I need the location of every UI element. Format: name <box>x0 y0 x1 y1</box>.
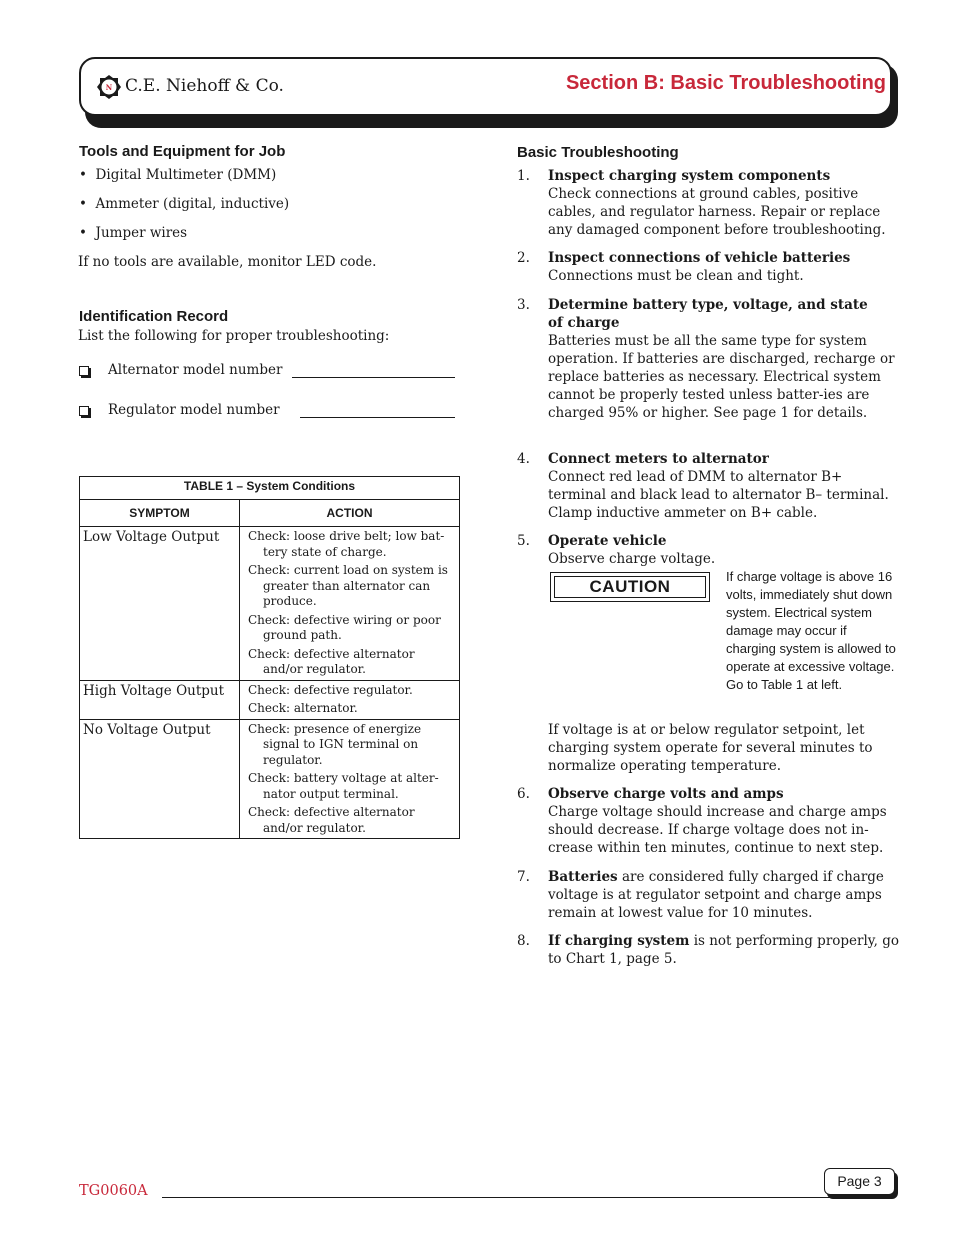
step-number: 3. <box>517 297 530 313</box>
step-5-followup <box>517 721 902 775</box>
caution-label: CAUTION <box>554 576 706 598</box>
action-cell <box>240 719 460 839</box>
alternator-model-field[interactable] <box>292 377 455 378</box>
table-row <box>80 719 460 839</box>
step-title: Connect meters to alternator <box>548 451 769 467</box>
step-title: Observe charge volts and amps <box>548 786 784 802</box>
section-title: Section B: Basic Troubleshooting <box>565 72 886 94</box>
action-item: Check: defective alternator and/or regulator. <box>248 646 415 676</box>
step-text: Batteries must be all the same type for system operation. If batteries are discharged, recharge or replace batteries as necessary. Electrical system cannot be properly tested unless batter-ies are charged 95% or higher. See page 1 for details. <box>548 333 895 421</box>
step-title: If charging system <box>548 933 690 949</box>
tools-heading: Tools and Equipment for Job <box>79 143 286 160</box>
step-text: Check connections at ground cables, positive cables, and regulator harness. Repair or replace any damaged component before troubleshooting. <box>548 186 886 238</box>
identification-heading: Identification Record <box>79 308 229 325</box>
step-text: Observe charge voltage. <box>548 551 716 567</box>
niehoff-logo-icon <box>96 74 122 100</box>
regulator-model-label: Regulator model number <box>108 402 280 418</box>
step-text: Connections must be clean and tight. <box>548 268 804 284</box>
symptom-cell: No Voltage Output <box>80 719 240 839</box>
alternator-checkbox[interactable] <box>79 366 89 376</box>
step-5 <box>517 532 902 568</box>
page-number: Page 3 <box>824 1168 895 1195</box>
table-caption: TABLE 1 – System Conditions <box>80 477 460 500</box>
action-item: Check: defective regulator. <box>248 682 413 697</box>
action-item: Check: alternator. <box>248 701 358 715</box>
tool-item: • Ammeter (digital, inductive) <box>79 196 290 212</box>
action-header: ACTION <box>240 500 460 527</box>
followup-text: If voltage is at or below regulator setpoint, let charging system operate for several minutes to normalize operating temperature. <box>548 722 873 774</box>
step-text: Charge voltage should increase and charge amps should decrease. If charge voltage does not in-crease within ten minutes, continue to next step. <box>548 804 887 856</box>
step-4 <box>517 450 902 522</box>
step-2 <box>517 249 902 285</box>
action-cell <box>240 527 460 681</box>
step-title: Inspect connections of vehicle batteries <box>548 250 851 266</box>
step-text: are considered fully charged if charge voltage is at regulator setpoint and charge amps remain at lowest value for 10 minutes. <box>548 869 884 921</box>
table-row <box>80 527 460 681</box>
step-3 <box>517 296 902 422</box>
step-number: 6. <box>517 786 530 802</box>
step-title: Operate vehicle <box>548 533 667 549</box>
svg-text:N: N <box>105 83 113 92</box>
action-item: Check: loose drive belt; low bat-tery state of charge. <box>248 529 445 559</box>
step-7 <box>517 868 902 922</box>
table-row <box>80 680 460 719</box>
step-6 <box>517 785 902 857</box>
caution-text: If charge voltage is above 16 volts, immediately shut down system. Electrical system damage may occur if charging system is allowed to operate at excessive voltage. Go to Table 1 at left. <box>726 569 896 692</box>
caution-box <box>550 572 710 602</box>
step-number: 5. <box>517 533 530 549</box>
step-title: Inspect charging system components <box>548 168 831 184</box>
tools-note: If no tools are available, monitor LED code. <box>78 254 377 270</box>
step-title: Batteries <box>548 869 618 885</box>
step-number: 2. <box>517 250 530 266</box>
step-8 <box>517 932 902 968</box>
symptom-header: SYMPTOM <box>80 500 240 527</box>
basic-heading: Basic Troubleshooting <box>517 144 679 161</box>
step-title: Determine battery type, voltage, and state of charge <box>548 297 868 331</box>
step-text: Connect red lead of DMM to alternator B+ terminal and black lead to alternator B– terminal. Clamp inductive ammeter on B+ cable. <box>548 469 889 521</box>
document-code: TG0060A <box>79 1183 148 1199</box>
action-item: Check: current load on system is greater than alternator can produce. <box>248 563 448 608</box>
tool-item: • Jumper wires <box>79 225 188 241</box>
step-1 <box>517 167 902 239</box>
footer-rule <box>162 1197 832 1198</box>
step-number: 8. <box>517 933 530 949</box>
action-cell <box>240 680 460 719</box>
action-item: Check: battery voltage at alter-nator output terminal. <box>248 771 439 801</box>
symptom-cell: High Voltage Output <box>80 680 240 719</box>
tool-item: • Digital Multimeter (DMM) <box>79 167 277 183</box>
step-number: 4. <box>517 451 530 467</box>
step-text: is not performing properly, go to Chart 1, page 5. <box>548 933 899 967</box>
action-item: Check: defective alternator and/or regulator. <box>248 805 415 835</box>
action-item: Check: presence of energize signal to IGN terminal on regulator. <box>248 721 422 767</box>
action-item: Check: defective wiring or poor ground path. <box>248 612 441 642</box>
system-conditions-table <box>79 476 460 839</box>
step-number: 1. <box>517 168 530 184</box>
regulator-model-field[interactable] <box>300 417 455 418</box>
regulator-checkbox[interactable] <box>79 406 89 416</box>
alternator-model-label: Alternator model number <box>108 362 283 378</box>
symptom-cell: Low Voltage Output <box>80 527 240 681</box>
company-name: C.E. Niehoff & Co. <box>125 76 284 96</box>
identification-intro: List the following for proper troubleshooting: <box>78 328 390 344</box>
step-number: 7. <box>517 869 530 885</box>
